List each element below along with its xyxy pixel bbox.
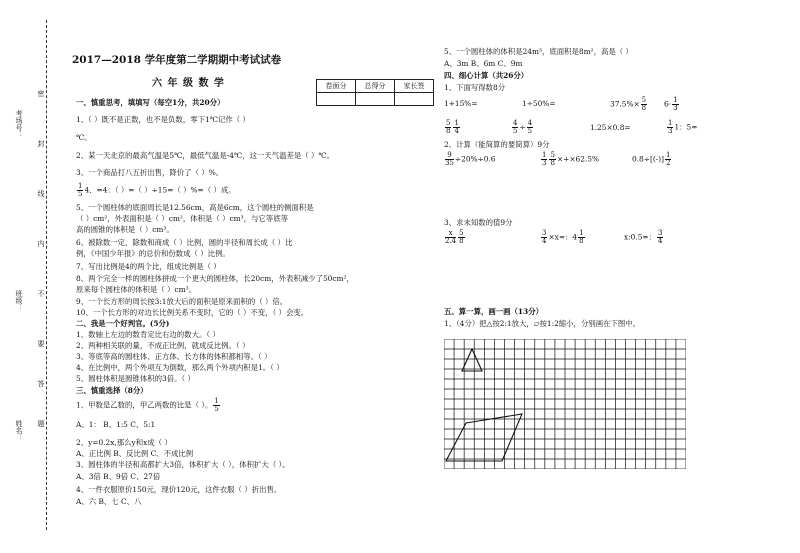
question: 1、（ ）既不是正数，也不是负数，零下1℃记作（ ） (76, 115, 250, 124)
score-cell[interactable] (395, 93, 434, 106)
calc-item: 1÷50%= (522, 99, 556, 108)
drawing-instruction: 1、（4分）把△按2:1放大，▱按1:2缩小，分别画在下图中。 (444, 319, 641, 328)
subsection-title: 2、计算（能简算的要简算）9分 (444, 140, 550, 149)
calc-item: 6· $\frac{1}{3}$ (664, 96, 678, 112)
seal-char: 线 (37, 190, 45, 197)
section-1-title: 一、慎重思考，填填写（每空1分，共20分） (76, 98, 225, 107)
choice-question: 1、甲数是乙数的，甲乙两数的比是（ ）。 $\frac{1}{5}$ (76, 397, 219, 413)
seal-char: 内 (37, 240, 45, 247)
exam-subject: 六 年 级 数 学 (152, 78, 225, 89)
equation: x:0.5=： $\frac{3}{4}$ (624, 229, 663, 245)
seal-char: 封 (37, 140, 45, 147)
equation: $\frac{x}{2.4}$ $\frac{5}{8}$ (445, 229, 464, 245)
section-2-title: 二、我是一个好判官。(5分) (76, 319, 170, 328)
question: 7、写出比例是4的两个比，组成比例是（ ） (76, 262, 221, 271)
question: ℃。 (76, 133, 92, 142)
question: 2、某一天北京的最高气温是5℃，最低气温是-4℃，这一天气温差是（ ）℃。 (76, 151, 335, 160)
choice-options: A、3倍 B、9倍 C、27倍 (76, 472, 161, 481)
calc-item: $\frac{1}{3}$ 1：5= (668, 119, 698, 135)
calc-item: 1.25×0.8= (590, 123, 631, 132)
question: 6、被除数一定，除数和商成（ ）比例，圆的半径和周长成（ ）比 (76, 238, 293, 247)
judge-item: 4、在比例中，两个外项互为倒数，那么两个外项内积是1。（ ） (76, 363, 284, 372)
binding-line (46, 20, 47, 530)
choice-options: A、正比例 B、反比例 C、不成比例 (76, 449, 194, 458)
question: 例，《中国少年报》的总价和份数成（ ）比例。 (76, 249, 230, 258)
equation: $\frac{3}{4}$ ×x=：4 $\frac{1}{8}$ (542, 229, 584, 245)
seal-char: 要 (37, 340, 45, 347)
question: 高的圆锥的体积是（ ）cm³。 (76, 225, 174, 234)
section-4-title: 四、细心计算（共26分） (444, 71, 529, 80)
calc-item: 37.5%× $\frac{5}{8}$ (610, 96, 647, 112)
choice-options: A、1： B、1:5 C、5:1 (76, 420, 156, 429)
binding-strip (4, 0, 50, 553)
binding-label-class: 班级： (15, 290, 23, 311)
calc-item: $\frac{4}{5}$ ÷ $\frac{4}{5}$ (513, 119, 533, 135)
question: 10、一个长方形的对边长比例关系不变时，它的（ ）不变，（ ）会变。 (76, 308, 309, 317)
calc-item: $\frac{1}{3}$ $\frac{5}{8}$ ×+×62.5% (542, 151, 599, 167)
seal-char: 密 (37, 90, 45, 97)
score-header-cell: 家长签 (395, 80, 434, 93)
section-5-title: 五、算一算，画一画（13分） (444, 307, 543, 316)
question: 原来每个圆柱体的体积是（ ）cm³。 (76, 285, 196, 294)
drawing-grid[interactable] (444, 339, 686, 469)
choice-options: A、六 B、七 C、八 (76, 497, 142, 506)
exam-title: 2017—2018 学年度第二学期期中考试试卷 (72, 54, 282, 66)
subsection-title: 1、下面写得数8分 (444, 83, 506, 92)
calc-item: $\frac{9}{35}$ ÷20%÷0.6 (445, 151, 496, 167)
judge-item: 2、两种相关联的量，不成正比例，就成反比例。（ ） (76, 341, 250, 350)
question: 3、一个商品打八五折出售，降价了（ ）%。 (76, 168, 224, 177)
choice-question: 5、一个圆柱体的体积是24m³，底面积是8m²，高是（ ） (444, 47, 633, 56)
question: （ ）cm²，外表面积是（ ）cm²，体积是（ ）cm³，与它等底等 (76, 214, 288, 223)
binding-label-name: 姓名： (15, 420, 23, 441)
seal-char: 答 (37, 380, 45, 387)
question: $\frac{1}{5}$ 4、=4：（ ）=（ ）÷15=（ ）%=（ ）成。 (78, 182, 236, 198)
binding-label-school: 考场号： (15, 110, 23, 138)
fraction: $\frac{1}{5}$ (214, 397, 219, 413)
calc-item: 0.8÷[(-)] $\frac{1}{2}$ (632, 151, 671, 167)
score-header-cell: 总得分 (356, 80, 395, 93)
judge-item: 1、数轴上左边的数肯定比右边的数大。（ ） (76, 330, 220, 339)
seal-char: 不 (37, 290, 45, 297)
judge-item: 5、圆柱体积是圆锥体积的3倍。（ ） (76, 374, 195, 383)
score-table (316, 79, 434, 106)
score-header-cell: 卷面分 (317, 80, 356, 93)
question: 5、一个圆柱体的底面周长是12.56cm，高是6cm，这个圆柱的侧面积是 (76, 203, 314, 212)
judge-item: 3、等底等高的圆柱体、正方体、长方体的体积都相等。（ ） (76, 352, 272, 361)
calc-item: $\frac{5}{8}$ $\frac{1}{4}$ (446, 119, 459, 135)
triangle-shape (462, 349, 482, 371)
seal-char: 题 (37, 420, 45, 427)
subsection-title: 3、求未知数的值9分 (444, 218, 513, 227)
choice-question: 2、y=0.2x,那么y和x成（ ） (76, 438, 172, 447)
fraction: $\frac{1}{5}$ (78, 182, 83, 198)
question: 9、一个长方形的周长按3:1放大后的面积是原来面积的（ ）倍。 (76, 297, 288, 306)
question: 8、两个完全一样的圆柱体拼成一个更大的圆柱体，长20cm，外表积减少了50cm²， (76, 274, 354, 283)
choice-question: 3、圆柱体的半径和高都扩大3倍，体积扩大（ ），体积扩大（ ）。 (76, 460, 290, 469)
score-cell[interactable] (356, 93, 395, 106)
calc-item: 1+15%= (444, 99, 478, 108)
section-3-title: 三、慎重选择（8分） (76, 386, 148, 395)
choice-question: 4、一件衣服原价150元，现价120元，这件衣服（ ）折出售。 (76, 485, 282, 494)
choice-options: A、3m B、6m C、9m (444, 59, 523, 68)
score-cell[interactable] (317, 93, 356, 106)
